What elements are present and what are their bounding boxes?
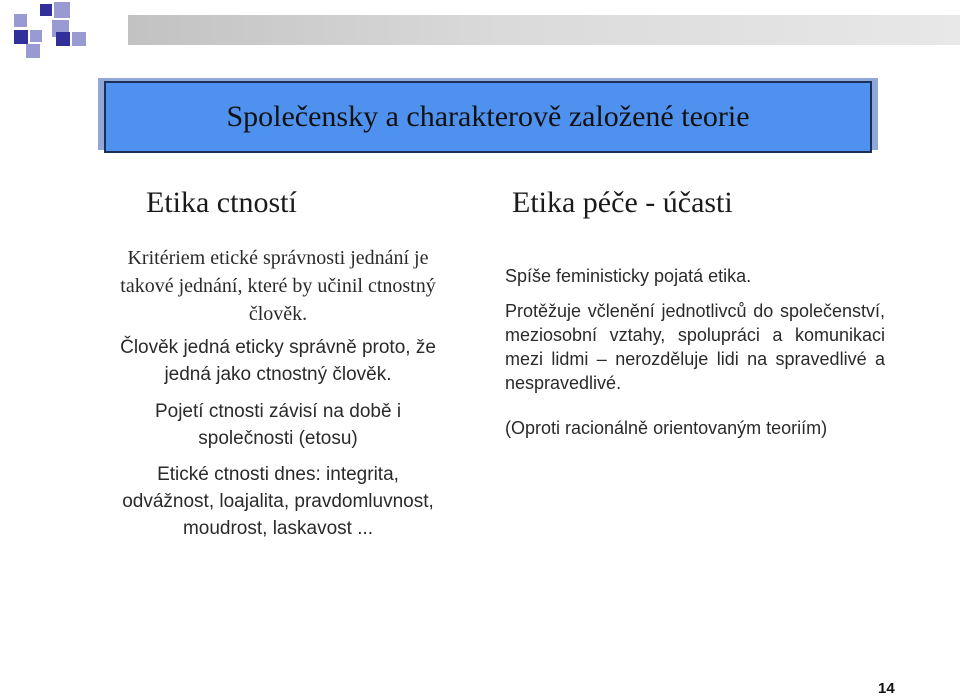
right-heading: Etika péče - účasti: [512, 186, 733, 219]
deco-square: [54, 2, 70, 18]
left-paragraph-2: Člověk jedná eticky správně proto, že jedná jako ctnostný člověk.: [120, 337, 436, 385]
left-heading: Etika ctností: [146, 186, 297, 219]
right-paragraph-1: Spíše feministicky pojatá etika.: [505, 266, 752, 286]
left-paragraph-4: Etické ctnosti dnes: integrita, odvážnost, loajalita, pravdomluvnost, moudrost, laskavost ...: [122, 464, 434, 539]
left-paragraph-3: Pojetí ctnosti závisí na době i společnosti (etosu): [154, 401, 402, 449]
deco-square: [56, 32, 70, 46]
deco-square: [40, 4, 52, 16]
deco-square: [26, 44, 40, 58]
page-number: 14: [878, 680, 895, 697]
deco-square: [72, 32, 86, 46]
top-gradient-bar: [128, 15, 960, 45]
right-paragraph-2: Protěžuje včlenění jednotlivců do společenství, meziosobní vztahy, spolupráci a komunikaci mezi lidmi – nerozděluje lidi na spravedlivé a nespravedlivé.: [505, 301, 885, 393]
deco-square: [30, 30, 42, 42]
right-paragraph-3: (Oproti racionálně orientovaným teoriím): [505, 418, 828, 438]
deco-square: [14, 30, 28, 44]
slide-title: [104, 81, 872, 153]
slide-title-text: Společensky a charakterově založené teorie: [226, 100, 750, 133]
left-paragraph-1: Kritériem etické správnosti jednání je takové jednání, které by učinil ctnostný člověk.: [120, 247, 436, 325]
deco-square: [14, 14, 27, 27]
